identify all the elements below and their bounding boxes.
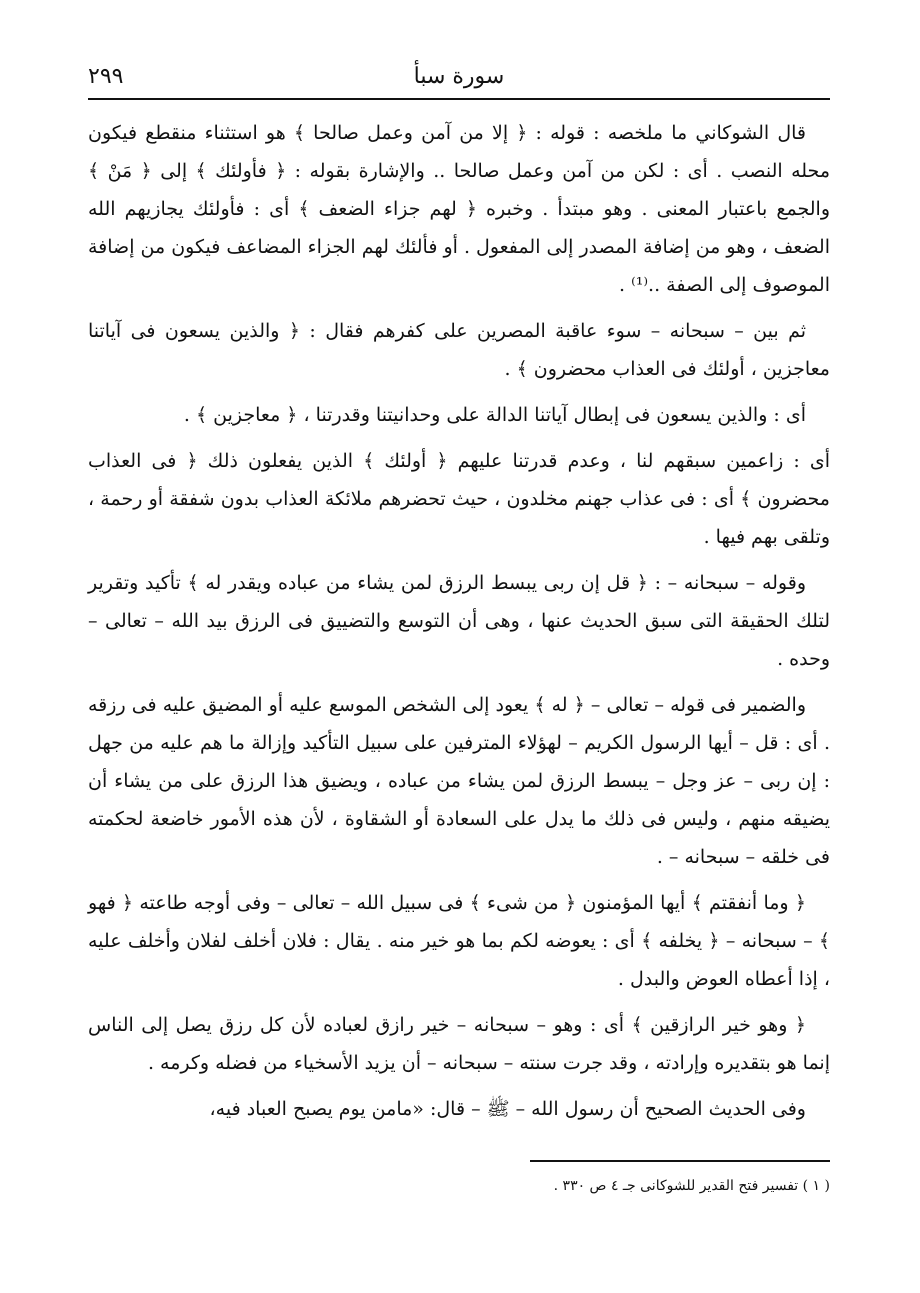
header-divider	[88, 98, 830, 100]
body-text	[88, 114, 830, 1136]
surah-title: سورة سبأ	[413, 63, 505, 89]
paragraph-7: ﴿ وما أنفقتم ﴾ أيها المؤمنون ﴿ من شىء ﴾ فى سبيل الله – تعالى – وفى أوجه طاعته ﴿ فهو ﴾ – سبحانه – ﴿ يخلفه ﴾ أى : يعوضه لكم بما هو خير منه . يقال : فلان أخلف لفلان وأخلف عليه ، إذا أعطاه العوض والبدل .	[88, 892, 830, 990]
paragraph-2: ثم بين – سبحانه – سوء عاقبة المصرين على كفرهم فقال : ﴿ والذين يسعون فى آياتنا معاجزين ، أولئك فى العذاب محضرون ﴾ .	[88, 320, 830, 380]
page-header	[88, 58, 830, 94]
footnote: ( ١ ) تفسير فتح القدير للشوكانى جـ ٤ ص ٣٣٠ .	[553, 1178, 830, 1194]
document-page	[88, 0, 830, 1293]
paragraph-6: والضمير فى قوله – تعالى – ﴿ له ﴾ يعود إلى الشخص الموسع عليه أو المضيق عليه فى رزقه . أى : قل – أيها الرسول الكريم – لهؤلاء المترفين على سبيل التأكيد وإزالة ما هم عليه من جهل : إن ربى – عز وجل – يبسط الرزق لمن يشاء من عباده ، ويضيق هذا الرزق على من يشاء أن يضيقه منهم ، وليس فى ذلك ما يدل على السعادة أو الشقاوة ، لأن هذه الأمور خاضعة لحكمته فى خلقه – سبحانه – .	[88, 694, 830, 868]
paragraph-1: قال الشوكاني ما ملخصه : قوله : ﴿ إلا من آمن وعمل صالحا ﴾ هو استثناء منقطع فيكون محله النصب . أى : لكن من آمن وعمل صالحا .. والإشارة بقوله : ﴿ فأولئك ﴾ إلى ﴿ مَنْ ﴾ والجمع باعتبار المعنى . وهو مبتدأ . وخبره ﴿ لهم جزاء الضعف ﴾ أى : فأولئك يجازيهم الله الضعف ، وهو من إضافة المصدر إلى المفعول . أو فألئك لهم الجزاء المضاعف فيكون من إضافة الموصوف إلى الصفة ..⁽¹⁾ .	[88, 122, 830, 296]
paragraph-8: ﴿ وهو خير الرازقين ﴾ أى : وهو – سبحانه – خير رازق لعباده لأن كل رزق يصل إلى الناس إنما هو بتقديره وإرادته ، وقد جرت سنته – سبحانه – أن يزيد الأسخياء من فضله وكرمه .	[88, 1014, 830, 1074]
paragraph-4: أى : زاعمين سبقهم لنا ، وعدم قدرتنا عليهم ﴿ أولئك ﴾ الذين يفعلون ذلك ﴿ فى العذاب محضرون ﴾ أى : فى عذاب جهنم مخلدون ، حيث تحضرهم ملائكة العذاب بدون شفقة أو رحمة ، وتلقى بهم فيها .	[88, 450, 830, 548]
paragraph-5: وقوله – سبحانه – : ﴿ قل إن ربى يبسط الرزق لمن يشاء من عباده ويقدر له ﴾ تأكيد وتقرير لتلك الحقيقة التى سبق الحديث عنها ، وهى أن التوسع والتضييق فى الرزق بيد الله – تعالى – وحده .	[88, 572, 830, 670]
page-number: ٢٩٩	[88, 63, 124, 89]
footnote-divider	[530, 1160, 830, 1162]
paragraph-9: وفى الحديث الصحيح أن رسول الله – ﷺ – قال: «مامن يوم يصبح العباد فيه،	[209, 1098, 806, 1120]
paragraph-3: أى : والذين يسعون فى إبطال آياتنا الدالة على وحدانيتنا وقدرتنا ، ﴿ معاجزين ﴾ .	[183, 404, 806, 426]
